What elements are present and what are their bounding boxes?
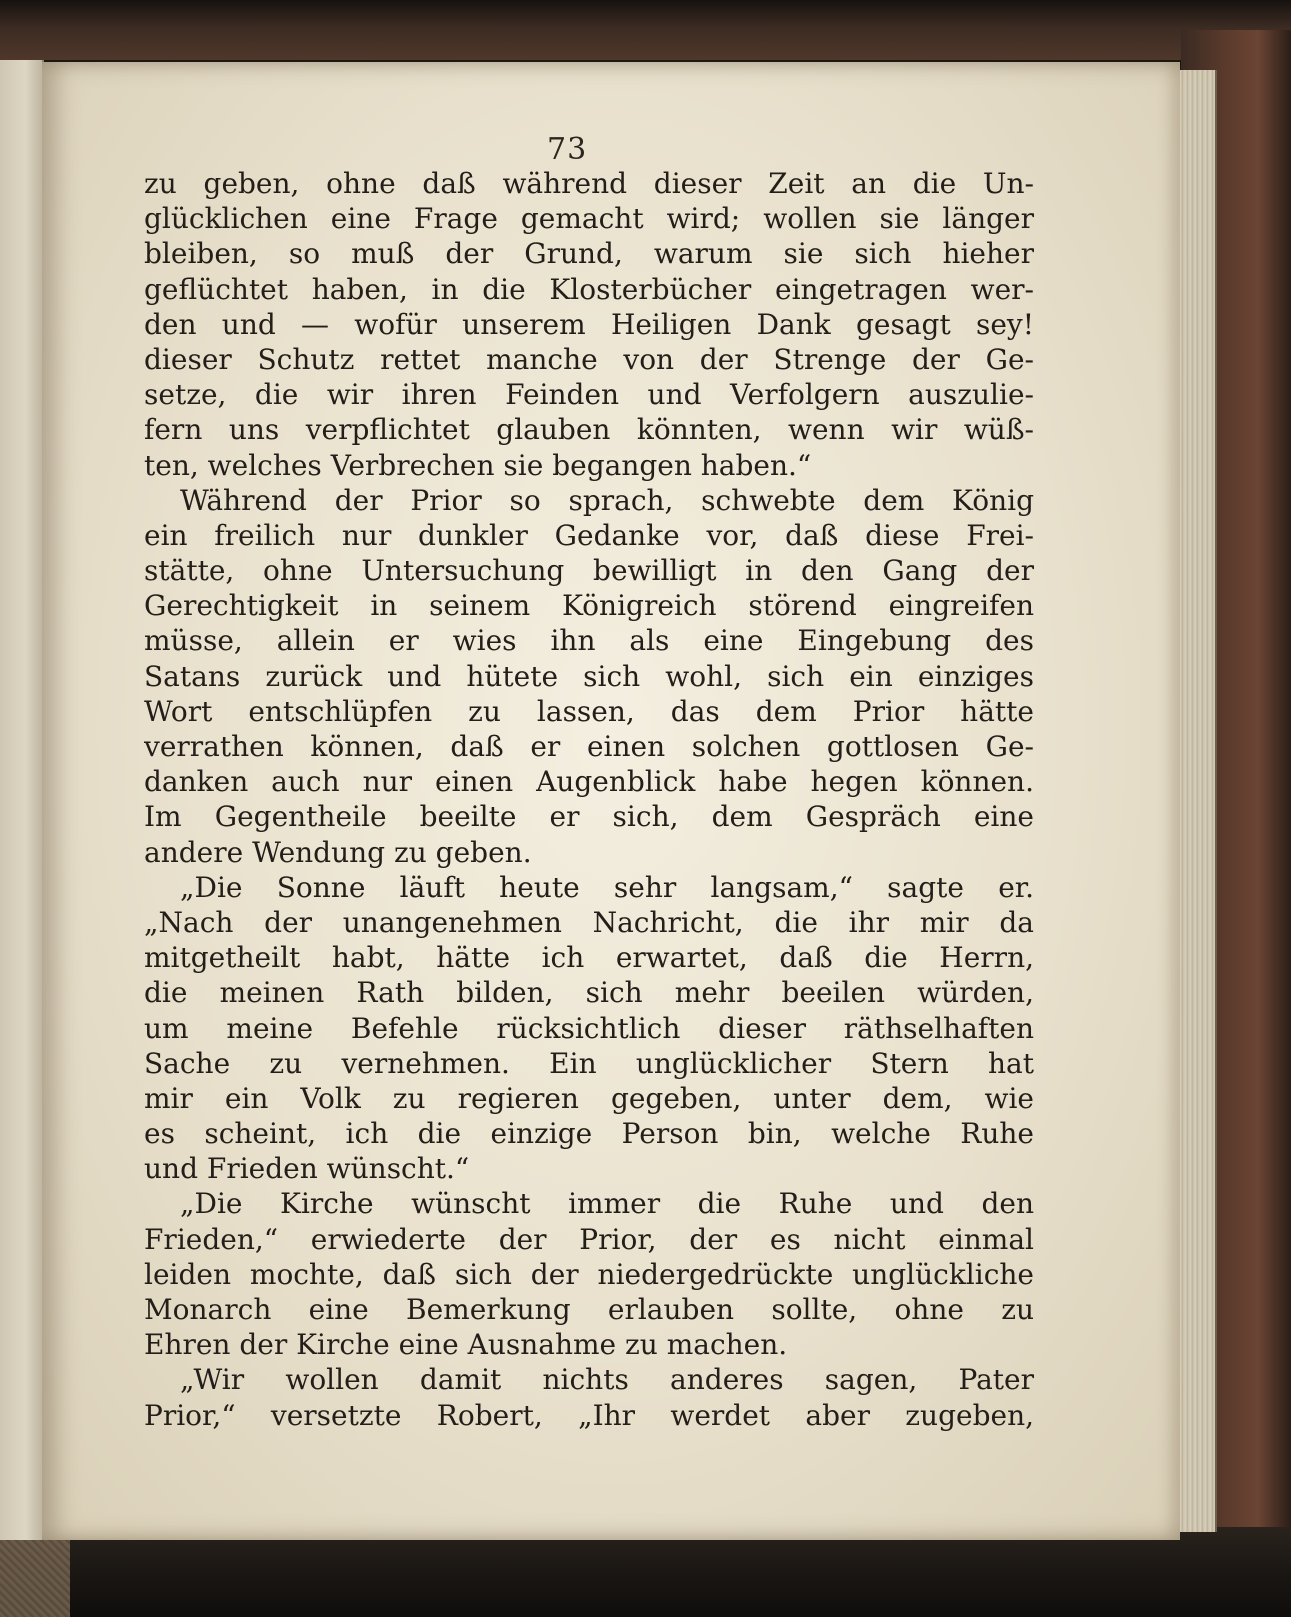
text-line: danken auch nur einen Augenblick habe hegen können.	[144, 765, 1034, 799]
page-block-edges	[1178, 70, 1217, 1532]
text-line: „Wir wollen damit nichts anderes sagen, Pater	[180, 1363, 1034, 1397]
text-line: leiden mochte, daß sich der niedergedrückte unglückliche	[144, 1257, 1034, 1291]
text-line: mitgetheilt habt, hätte ich erwartet, daß die Herrn,	[144, 941, 1034, 975]
page-number: 73	[547, 132, 588, 167]
text-line: ein freilich nur dunkler Gedanke vor, daß diese Frei-	[144, 518, 1034, 552]
book-cover-bottom	[0, 1527, 1291, 1617]
text-line: bleiben, so muß der Grund, warum sie sich hieher	[144, 237, 1034, 271]
text-line: „Die Sonne läuft heute sehr langsam,“ sagte er.	[180, 870, 1034, 904]
text-line: um meine Befehle rücksichtlich dieser räthselhaften	[144, 1011, 1034, 1045]
text-line: Frieden,“ erwiederte der Prior, der es nicht einmal	[144, 1222, 1034, 1256]
text-line: Im Gegentheile beeilte er sich, dem Gespräch eine	[144, 800, 1034, 834]
book-cover-top	[0, 0, 1291, 60]
text-line: Satans zurück und hütete sich wohl, sich ein einziges	[144, 659, 1034, 693]
text-line: fern uns verpflichtet glauben könnten, wenn wir wüß-	[144, 413, 1034, 447]
text-line: „Nach der unangenehmen Nachricht, die ihr mir da	[144, 905, 1034, 939]
text-line: stätte, ohne Untersuchung bewilligt in den Gang der	[144, 554, 1034, 588]
text-line: „Die Kirche wünscht immer die Ruhe und den	[180, 1187, 1034, 1221]
text-line: Wort entschlüpfen zu lassen, das dem Prior hätte	[144, 694, 1034, 728]
previous-page-edge	[0, 60, 44, 1540]
text-line: Ehren der Kirche eine Ausnahme zu machen.	[144, 1328, 788, 1362]
text-line: die meinen Rath bilden, sich mehr beeilen würden,	[144, 976, 1034, 1010]
text-line: verrathen können, daß er einen solchen gottlosen Ge-	[144, 730, 1034, 763]
text-line: dieser Schutz rettet manche von der Strenge der Ge-	[144, 342, 1034, 376]
text-line: andere Wendung zu geben.	[144, 835, 532, 869]
text-line: Prior,“ versetzte Robert, „Ihr werdet aber zugeben,	[144, 1398, 1034, 1432]
text-line: setze, die wir ihren Feinden und Verfolgern auszulie-	[144, 378, 1034, 412]
text-line: Monarch eine Bemerkung erlauben sollte, ohne zu	[144, 1293, 1034, 1326]
text-line: mir ein Volk zu regieren gegeben, unter dem, wie	[144, 1081, 1034, 1115]
text-line: es scheint, ich die einzige Person bin, welche Ruhe	[144, 1117, 1034, 1151]
text-line: ten, welches Verbrechen sie begangen haben.“	[144, 448, 812, 482]
text-line: zu geben, ohne daß während dieser Zeit an die Un-	[144, 167, 1034, 200]
text-line: geflüchtet haben, in die Klosterbücher eingetragen wer-	[144, 272, 1034, 306]
book-page	[42, 62, 1180, 1540]
text-line: den und — wofür unserem Heiligen Dank gesagt sey!	[144, 307, 1034, 341]
text-line: Während der Prior so sprach, schwebte dem König	[180, 483, 1034, 517]
text-line: und Frieden wünscht.“	[144, 1152, 470, 1186]
page-text-block	[144, 166, 1034, 1433]
text-line: Gerechtigkeit in seinem Königreich störend eingreifen	[144, 589, 1034, 623]
text-line: müsse, allein er wies ihn als eine Eingebung des	[144, 624, 1034, 658]
text-line: Sache zu vernehmen. Ein unglücklicher Stern hat	[144, 1046, 1034, 1080]
text-line: glücklichen eine Frage gemacht wird; wollen sie länger	[144, 202, 1034, 236]
